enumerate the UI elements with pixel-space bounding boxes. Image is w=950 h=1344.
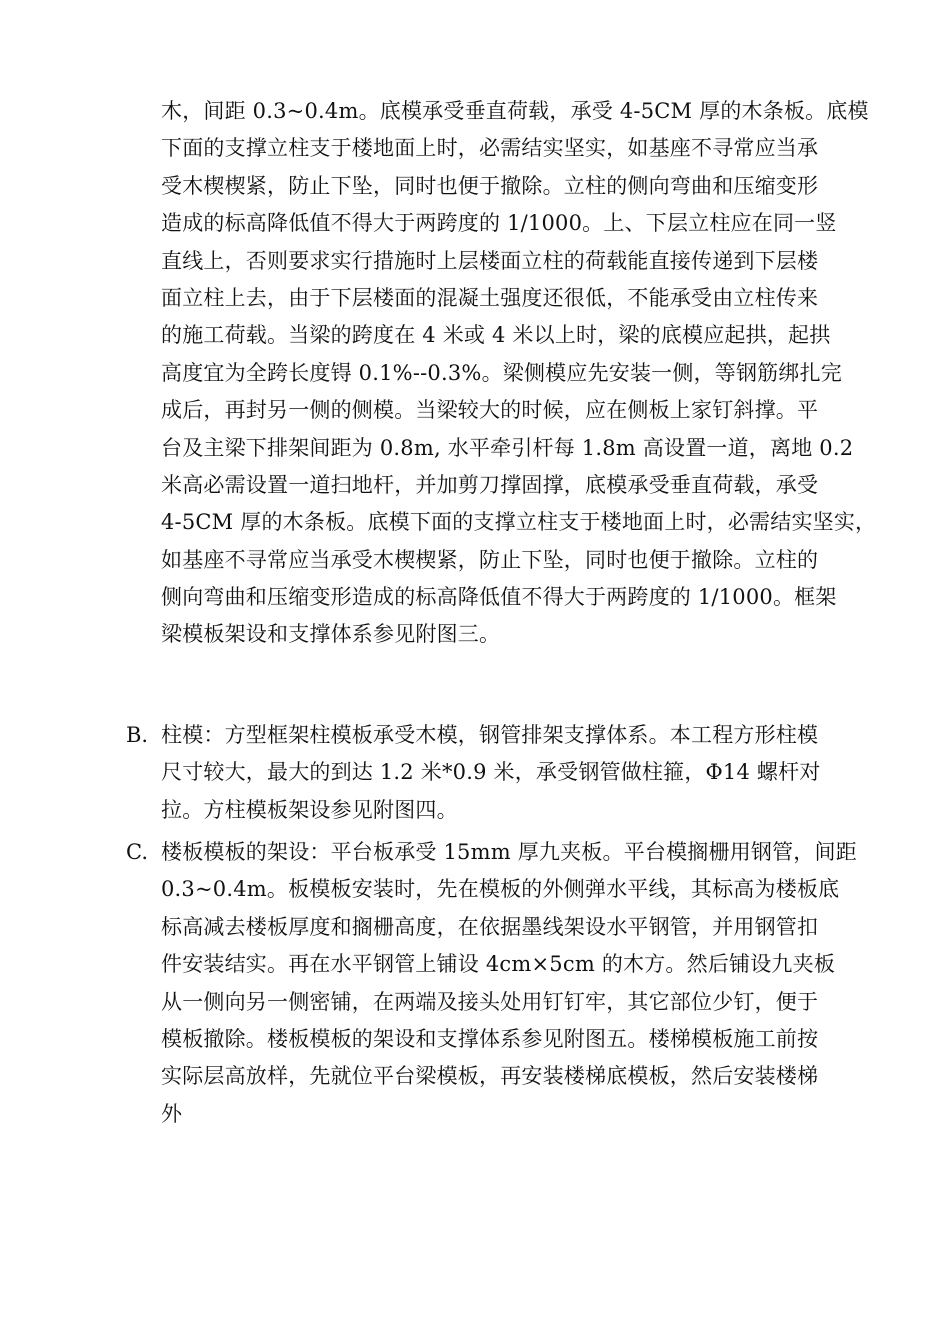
paragraph-line: 标高减去楼板厚度和搁栅高度，在依据墨线架设水平钢管，并用钢管扣 (161, 914, 819, 939)
list-marker: B. (126, 723, 149, 747)
paragraph-line: 楼板模板的架设：平台板承受 15mm 厚九夹板。平台模搁栅用钢管，间距 (161, 840, 857, 864)
paragraph-line: 下面的支撑立柱支于楼地面上时，必需结实坚实，如基座不寻常应当承 (161, 136, 819, 161)
paragraph-line: 4-5CM 厚的木条板。底模下面的支撑立柱支于楼地面上时，必需结实坚实， (161, 510, 877, 535)
paragraph-line: 成后，再封另一侧的侧模。当梁较大的时候，应在侧板上家钉斜撑。平 (161, 398, 819, 423)
paragraph-line: 件安装结实。再在水平钢管上铺设 4cm×5cm 的木方。然后铺设九夹板 (161, 952, 836, 977)
paragraph-line: 木，间距 0.3~0.4m。底模承受垂直荷载，承受 4-5CM 厚的木条板。底模 (161, 99, 869, 123)
list-item-text (161, 834, 886, 1133)
paragraph-line: 尺寸较大，最大的到达 1.2 米*0.9 米，承受钢管做柱箍，Φ14 螺杆对 (161, 760, 821, 785)
paragraph-line: 造成的标高降低值不得大于两跨度的 1/1000。上、下层立柱应在同一竖 (161, 211, 837, 236)
paragraph-line: 直线上，否则要求实行措施时上层楼面立柱的荷载能直接传递到下层楼 (161, 248, 819, 273)
paragraph-beam-formwork (161, 93, 881, 654)
paragraph-line: 模板撤除。楼板模板的架设和支撑体系参见附图五。楼梯模板施工前按 (161, 1026, 819, 1051)
paragraph-line: 如基座不寻常应当承受木楔楔紧，防止下坠，同时也便于撤除。立柱的 (161, 547, 819, 572)
paragraph-line: 0.3~0.4m。板模板安装时，先在模板的外侧弹水平线，其标高为楼板底 (161, 877, 840, 902)
paragraph-line: 从一侧向另一侧密铺，在两端及接头处用钉钉牢，其它部位少钉，便于 (161, 989, 819, 1014)
paragraph-line: 高度宜为全跨长度锝 0.1%--0.3%。梁侧模应先安装一侧，等钢筋绑扎完 (161, 360, 842, 385)
paragraph-line: 米高必需设置一道扫地杆，并加剪刀撑固撑，底模承受垂直荷载，承受 (161, 472, 819, 497)
paragraph-line: 柱模：方型框架柱模板承受木模，钢管排架支撑体系。本工程方形柱模 (161, 723, 819, 747)
paragraph-line: 侧向弯曲和压缩变形造成的标高降低值不得大于两跨度的 1/1000。框架 (161, 585, 837, 610)
paragraph-line: 台及主梁下排架间距为 0.8m, 水平牵引杆每 1.8m 高设置一道，离地 0.2 (161, 435, 854, 460)
paragraph-line: 受木楔楔紧，防止下坠，同时也便于撤除。立柱的侧向弯曲和压缩变形 (161, 173, 819, 198)
paragraph-line: 实际层高放样，先就位平台梁模板，再安装楼梯底模板，然后安装楼梯 (161, 1064, 819, 1089)
paragraph-line: 梁模板架设和支撑体系参见附图三。 (161, 622, 501, 647)
paragraph-line: 外 (161, 1101, 183, 1126)
list-marker: C. (126, 840, 148, 864)
paragraph-line: 的施工荷载。当梁的跨度在 4 米或 4 米以上时，梁的底模应起拱，起拱 (161, 323, 831, 348)
list-item-text (161, 717, 886, 829)
paragraph-line: 拉。方柱模板架设参见附图四。 (161, 797, 458, 822)
paragraph-line: 面立柱上去，由于下层楼面的混凝土强度还很低，不能承受由立柱传来 (161, 285, 819, 310)
